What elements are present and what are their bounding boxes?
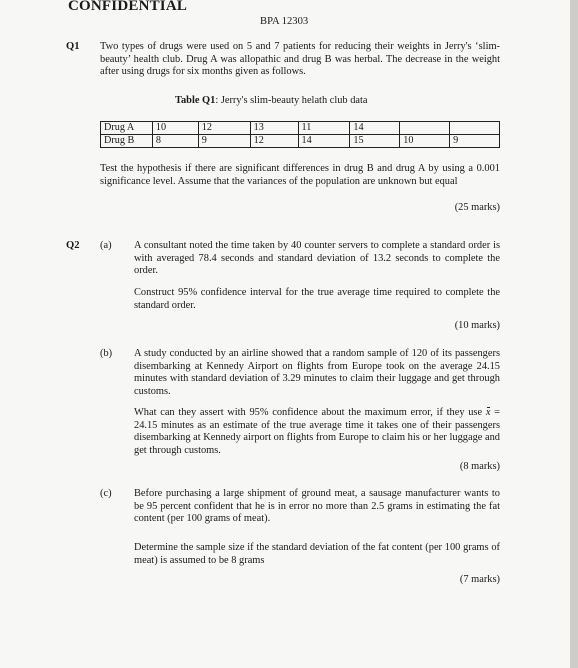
q1-marks: (25 marks) xyxy=(454,202,500,213)
table-cell: 8 xyxy=(152,135,198,148)
x-bar-symbol: x xyxy=(485,407,491,418)
q2a-label: (a) xyxy=(100,240,112,251)
table-cell: 9 xyxy=(198,135,250,148)
q2b-marks: (8 marks) xyxy=(459,461,500,472)
q1-label: Q1 xyxy=(66,41,80,52)
q2c-marks: (7 marks) xyxy=(459,574,500,585)
table-caption xyxy=(175,95,368,106)
course-code: BPA 12303 xyxy=(260,16,309,27)
q2b-task-rest: = 24.15 minutes as an estimate of the true average time it takes one of their passengers disembarking at Kennedy airport on flights from Europe to claim his or her luggage and get through customs. xyxy=(134,407,501,456)
table-cell: 11 xyxy=(298,122,350,135)
q2c-label: (c) xyxy=(100,488,112,499)
table-cell: 10 xyxy=(152,122,198,135)
table-cell: 15 xyxy=(350,135,400,148)
q1-task: Test the hypothesis if there are significant differences in drug B and drug A by using a 0.001 significance level. Assume that the variances of the population are unknown but equal xyxy=(100,163,500,187)
q2b-task xyxy=(134,407,500,457)
q2c-text: Before purchasing a large shipment of ground meat, a sausage manufacturer wants to be 95 percent confident that he is in error no more than 2.5 grams in estimating the fat content (per 100 grams of meat). xyxy=(134,488,500,525)
table-cell xyxy=(450,122,500,135)
table-cell: 10 xyxy=(400,135,450,148)
page-edge-shadow xyxy=(570,0,578,668)
table-cell: 14 xyxy=(350,122,400,135)
table-cell: 12 xyxy=(198,122,250,135)
q2b-label: (b) xyxy=(100,348,113,359)
q1-intro: Two types of drugs were used on 5 and 7 patients for reducing their weights in Jerry's ‘slim-beauty’ health club. Drug A was allopathic and drug B was herbal. The decrease in the weight after using drugs for six months given as follows. xyxy=(100,41,500,78)
q2c-task: Determine the sample size if the standard deviation of the fat content (per 100 grams of meat) is assumed to be 8 grams xyxy=(134,542,500,566)
table-cell: 12 xyxy=(250,135,298,148)
confidential-header: CONFIDENTIAL xyxy=(68,0,188,14)
q2a-text: A consultant noted the time taken by 40 counter servers to complete a standard order is with averaged 78.4 seconds and standard deviation of 13.2 seconds to complete the order. xyxy=(134,240,500,277)
q2a-marks: (10 marks) xyxy=(454,320,500,331)
table-cell: 13 xyxy=(250,122,298,135)
table-caption-label: Table Q1 xyxy=(175,95,216,106)
table-cell: 14 xyxy=(298,135,350,148)
table-row-drug-a xyxy=(101,122,500,135)
table-row-drug-b xyxy=(101,135,500,148)
q2-label: Q2 xyxy=(66,240,80,251)
q2b-task-line1: What can they assert with 95% confidence about the maximum error, if they use xyxy=(134,407,483,418)
drug-data-table xyxy=(100,121,500,148)
table-cell xyxy=(400,122,450,135)
table-caption-text: : Jerry's slim-beauty helath club data xyxy=(215,95,368,106)
q2b-text: A study conducted by an airline showed that a random sample of 120 of its passengers disembarking at Kennedy Airport on flights from Europe took on the average 24.15 minutes with standard deviation of 3.29 minutes to claim their luggage and get through customs. xyxy=(134,348,500,397)
table-cell: Drug B xyxy=(101,135,153,148)
table-cell: 9 xyxy=(450,135,500,148)
q2a-task: Construct 95% confidence interval for the true average time required to complete the standard order. xyxy=(134,287,500,311)
table-cell: Drug A xyxy=(101,122,153,135)
